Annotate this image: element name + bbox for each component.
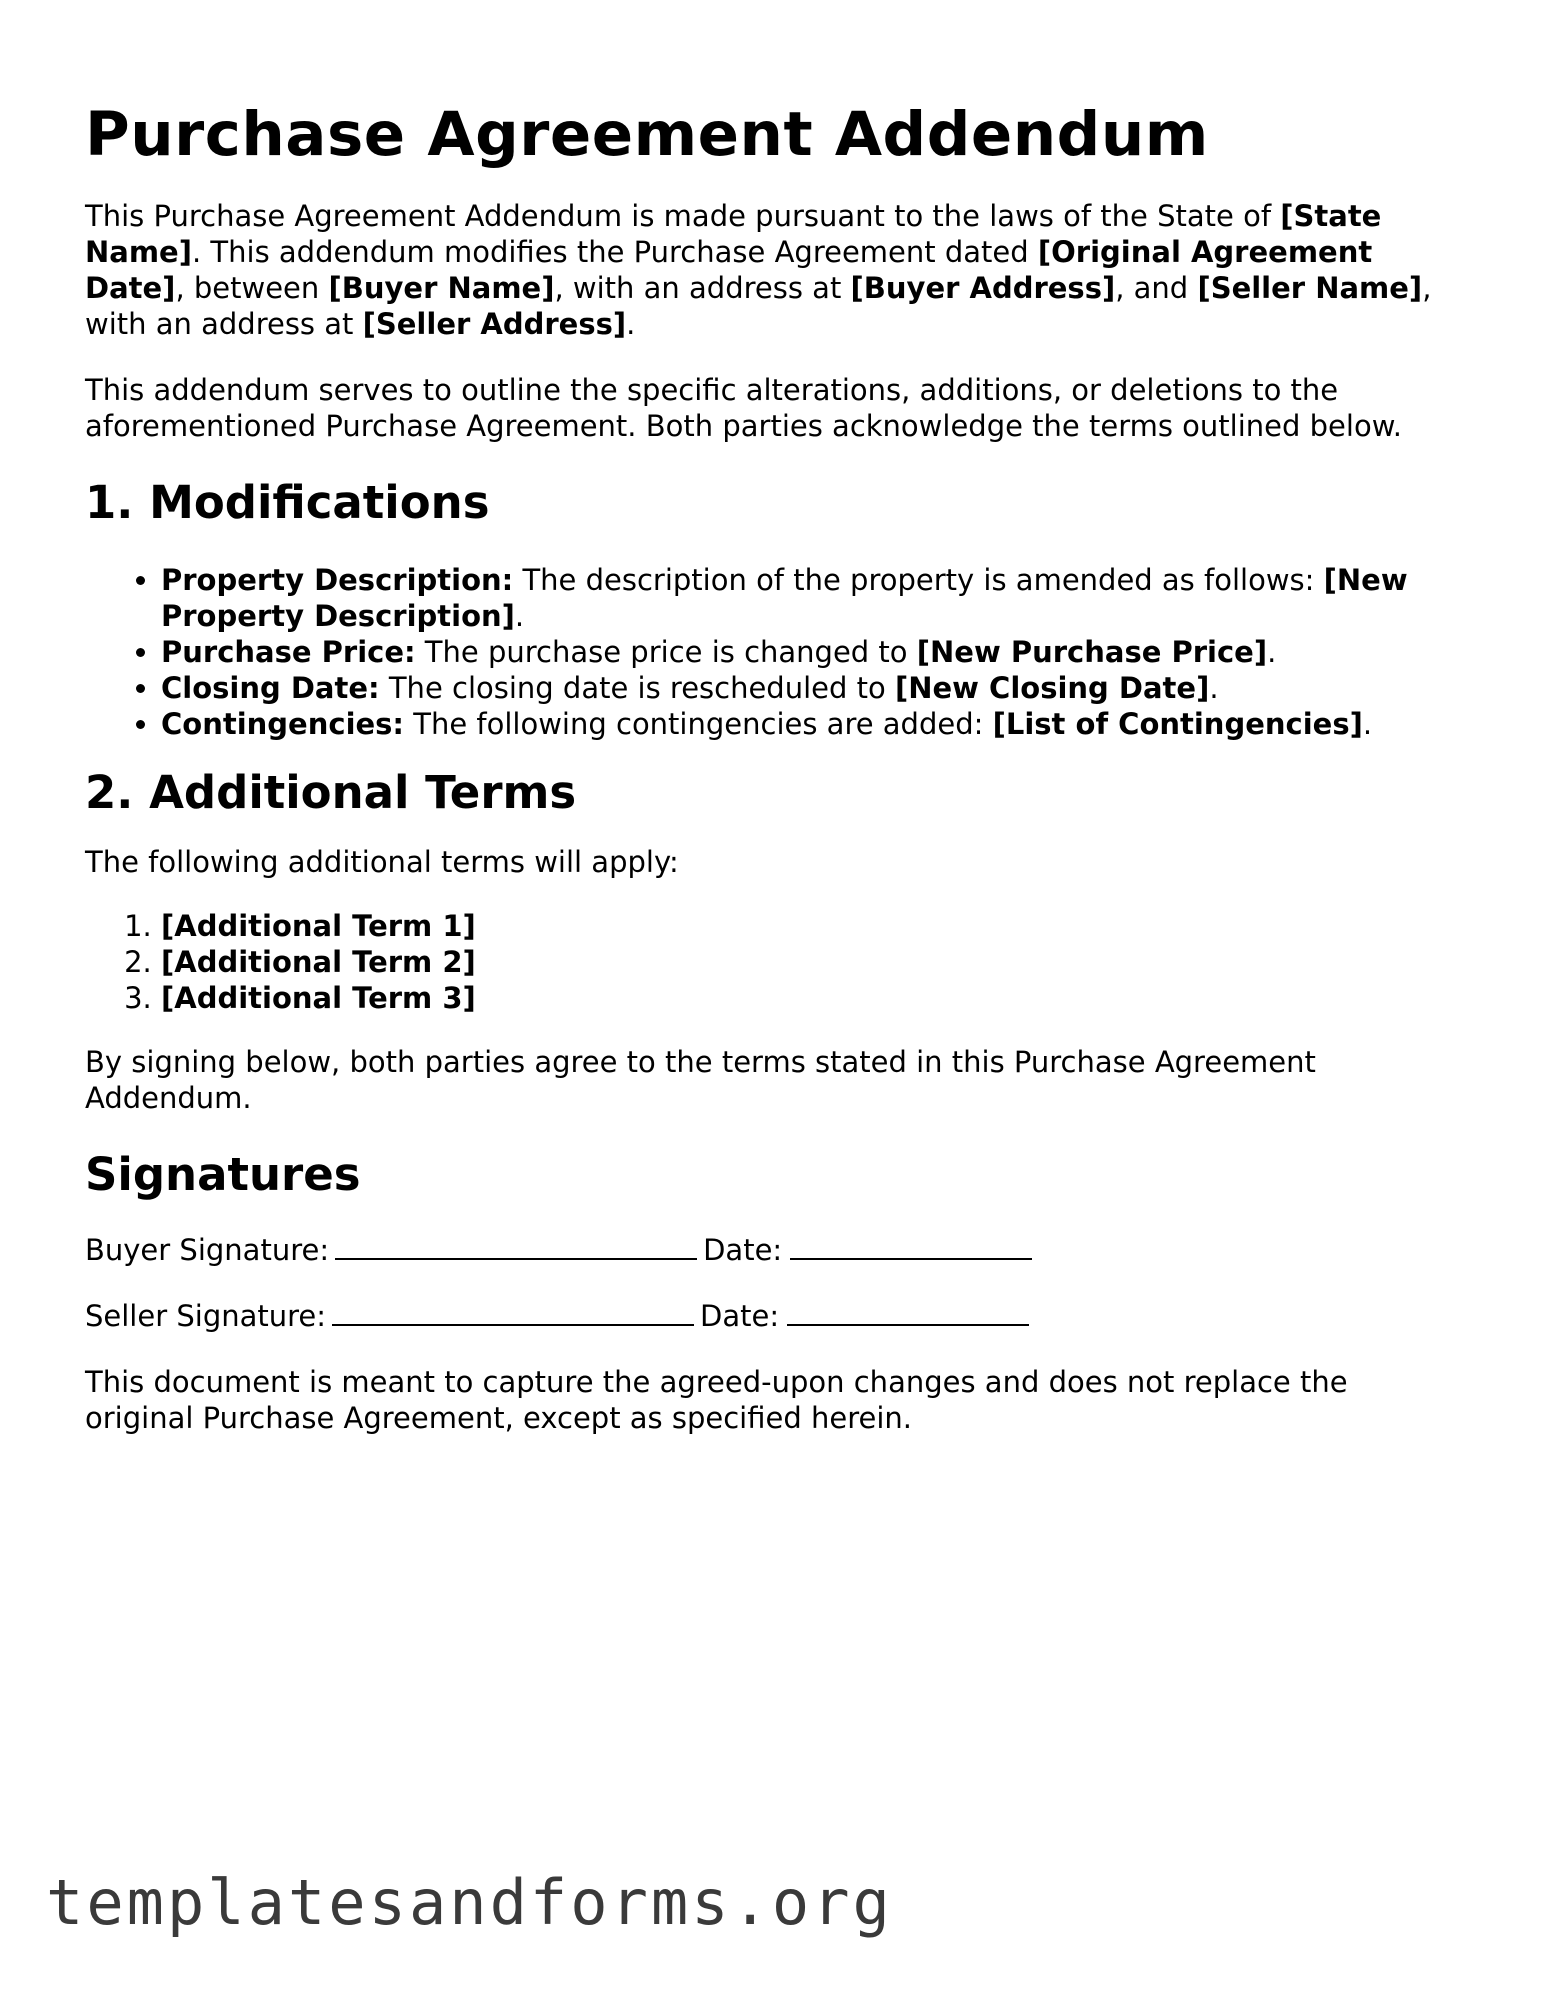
document-title: Purchase Agreement Addendum [85, 99, 1209, 170]
intro-text: . This addendum modifies the Purchase Agreement dated [191, 235, 1038, 269]
list-item [161, 908, 1465, 944]
buyer-name-placeholder: [Buyer Name] [328, 271, 555, 305]
seller-address-placeholder: [Seller Address] [362, 307, 627, 341]
date-label: Date: [700, 1299, 780, 1333]
seller-signature-blank[interactable] [332, 1302, 694, 1326]
seller-date-blank[interactable] [787, 1302, 1029, 1326]
seller-signature-label: Seller Signature: [85, 1299, 327, 1333]
intro-text: , and [1115, 271, 1198, 305]
buyer-signature-label: Buyer Signature: [85, 1233, 330, 1267]
item-label: Contingencies: [161, 707, 405, 741]
list-item [161, 980, 1465, 1016]
intro-text: This Purchase Agreement Addendum is made pursuant to the laws of the State of [85, 199, 1281, 233]
date-label: Date: [703, 1233, 783, 1267]
intro-text: . [626, 307, 636, 341]
list-item [161, 706, 1465, 742]
list-item [161, 670, 1465, 706]
item-end: . [1209, 671, 1219, 705]
item-label: Closing Date: [161, 671, 380, 705]
list-item [161, 634, 1465, 670]
signatures-heading: Signatures [85, 1148, 361, 1201]
buyer-date-blank[interactable] [790, 1236, 1032, 1260]
item-label: Purchase Price: [161, 635, 416, 669]
original-date-placeholder: [Original Agreement Date] [85, 235, 1373, 305]
seller-signature-line [85, 1298, 1465, 1334]
additional-terms-intro: The following additional terms will apply: [85, 845, 679, 879]
intro-paragraph [85, 198, 1465, 342]
buyer-signature-line [85, 1232, 1465, 1268]
list-item [161, 944, 1465, 980]
buyer-address-placeholder: [Buyer Address] [850, 271, 1116, 305]
seller-name-placeholder: [Seller Name] [1197, 271, 1423, 305]
intro-text: , with an address at [85, 271, 1432, 341]
watermark: templatesandforms.org [46, 1866, 893, 1939]
intro-text: , with an address at [554, 271, 851, 305]
modifications-list [85, 562, 1465, 742]
term-placeholder: [Additional Term 2] [161, 945, 476, 979]
item-placeholder: [List of Contingencies] [992, 707, 1363, 741]
agreement-statement: By signing below, both parties agree to the terms stated in this Purchase Agreement Addendum. [85, 1045, 1316, 1115]
item-label: Property Description: [161, 563, 514, 597]
item-text: The purchase price is changed to [415, 635, 917, 669]
list-item [161, 562, 1465, 634]
buyer-signature-blank[interactable] [335, 1236, 697, 1260]
term-placeholder: [Additional Term 3] [161, 981, 476, 1015]
document-page [85, 96, 1465, 1436]
item-end: . [514, 599, 525, 633]
purpose-paragraph: This addendum serves to outline the specific alterations, additions, or deletions to the aforementioned Purchase Agreement. Both parties acknowledge the terms outlined below. [85, 373, 1402, 443]
intro-text: , between [175, 271, 329, 305]
item-placeholder: [New Closing Date] [894, 671, 1210, 705]
item-text: The closing date is rescheduled to [379, 671, 895, 705]
item-placeholder: [New Property Description] [161, 563, 1408, 633]
final-note: This document is meant to capture the agreed-upon changes and does not replace the original Purchase Agreement, except as specified herein. [85, 1365, 1348, 1435]
item-text: The description of the property is amended as follows: [513, 563, 1324, 597]
term-placeholder: [Additional Term 1] [161, 909, 476, 943]
modifications-heading: 1. Modifications [85, 476, 490, 529]
additional-terms-list [85, 908, 1465, 1016]
item-placeholder: [New Purchase Price] [916, 635, 1268, 669]
state-name-placeholder: [State Name] [85, 199, 1382, 269]
item-end: . [1267, 635, 1277, 669]
item-end: . [1362, 707, 1373, 741]
additional-terms-heading: 2. Additional Terms [85, 766, 577, 819]
item-text: The following contingencies are added: [404, 707, 993, 741]
